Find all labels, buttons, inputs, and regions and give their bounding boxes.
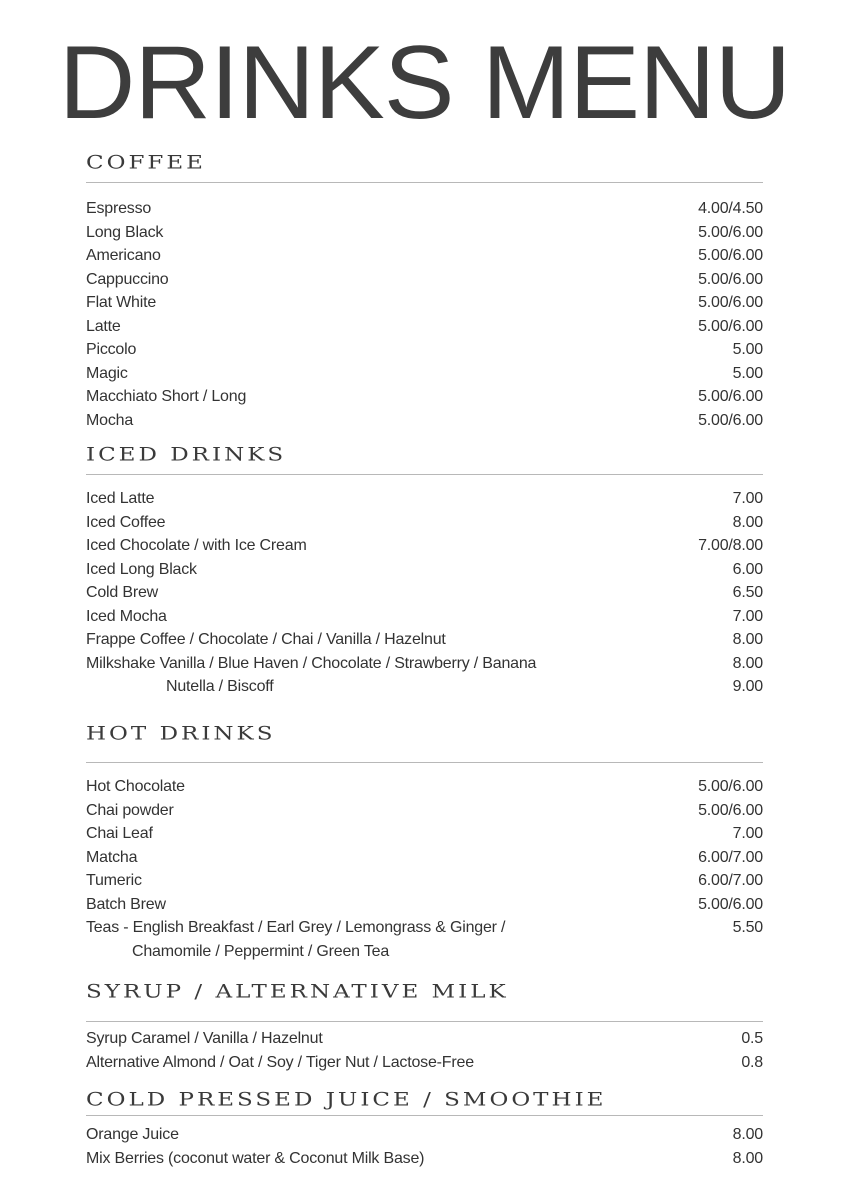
- item-name: Magic: [86, 364, 128, 382]
- divider: [86, 1115, 763, 1116]
- item-name: Cold Brew: [86, 584, 159, 601]
- item-price: 6.00: [732, 560, 763, 578]
- menu-item: [86, 846, 763, 870]
- item-name: Chamomile / Peppermint / Green Tea: [132, 942, 390, 960]
- section-heading: COLD PRESSED JUICE / SMOOTHIE: [86, 1089, 607, 1111]
- menu-item: [86, 511, 763, 535]
- item-name: Americano: [86, 247, 161, 264]
- item-name: Long Black: [86, 223, 164, 241]
- section-iced-drinks: [86, 444, 763, 699]
- item-name: Iced Latte: [86, 490, 155, 507]
- section-heading: ICED DRINKS: [86, 444, 287, 466]
- item-price: 5.00/6.00: [698, 895, 763, 913]
- section-syrup-alternative-milk: [86, 981, 763, 1074]
- item-name: Espresso: [86, 200, 152, 217]
- menu-item: [86, 315, 763, 339]
- menu-item: [86, 940, 763, 964]
- menu-item: [86, 628, 763, 652]
- item-price: 5.00/6.00: [698, 294, 763, 311]
- item-name: Hot Chocolate: [86, 778, 185, 795]
- item-price: 6.50: [732, 584, 763, 601]
- menu-item: [86, 652, 763, 676]
- item-name: Piccolo: [86, 341, 137, 358]
- menu-item: [86, 558, 763, 582]
- menu-item: [86, 822, 763, 846]
- menu-item: [86, 268, 763, 292]
- menu-item: [86, 893, 763, 917]
- item-price: 5.00: [732, 364, 763, 382]
- menu-item: [86, 605, 763, 629]
- menu-item: [86, 1123, 763, 1147]
- item-name: Alternative Almond / Oat / Soy / Tiger Nut / Lactose-Free: [86, 1053, 474, 1071]
- menu-item: [86, 385, 763, 409]
- item-price: 5.00/6.00: [698, 247, 763, 264]
- item-price: 6.00/7.00: [698, 848, 763, 866]
- item-price: 8.00: [732, 654, 763, 672]
- menu-item: [86, 775, 763, 799]
- item-price: 7.00: [732, 607, 763, 625]
- item-price: 0.8: [741, 1053, 763, 1071]
- item-name: Iced Chocolate / with Ice Cream: [86, 537, 307, 554]
- item-price: 7.00/8.00: [698, 537, 763, 554]
- divider: [86, 474, 763, 475]
- item-name: Chai Leaf: [86, 825, 153, 842]
- item-name: Cappuccino: [86, 270, 169, 288]
- menu-item: [86, 291, 763, 315]
- menu-item: [86, 581, 763, 605]
- item-name: Iced Mocha: [86, 607, 167, 625]
- menu-item: [86, 1147, 763, 1171]
- item-price: 8.00: [732, 1126, 763, 1143]
- menu-item: [86, 869, 763, 893]
- menu-item: [86, 244, 763, 268]
- item-price: 5.00/6.00: [698, 317, 763, 335]
- item-name: Flat White: [86, 294, 157, 311]
- item-name: Milkshake Vanilla / Blue Haven / Chocolate / Strawberry / Banana: [86, 654, 537, 672]
- item-price: 9.00: [732, 678, 763, 695]
- section-heading: HOT DRINKS: [86, 723, 276, 745]
- item-price: 7.00: [732, 490, 763, 507]
- menu-item: [86, 799, 763, 823]
- menu-item: [86, 1051, 763, 1075]
- item-name: Latte: [86, 317, 121, 335]
- section-hot-drinks: [86, 723, 763, 963]
- menu-item: [86, 338, 763, 362]
- menu-item: [86, 534, 763, 558]
- menu-item: [86, 221, 763, 245]
- item-name: Batch Brew: [86, 895, 166, 913]
- item-name: Teas - English Breakfast / Earl Grey / Lemongrass & Ginger /: [86, 919, 506, 936]
- item-name: Syrup Caramel / Vanilla / Hazelnut: [86, 1030, 323, 1047]
- divider: [86, 182, 763, 183]
- item-name: Nutella / Biscoff: [166, 678, 274, 695]
- section-cold-pressed-juice-smoothie: [86, 1089, 763, 1170]
- item-price: 6.00/7.00: [698, 872, 763, 889]
- section-coffee: [86, 152, 763, 432]
- item-name: Macchiato Short / Long: [86, 388, 247, 405]
- menu-item: [86, 487, 763, 511]
- item-price: 5.00/6.00: [698, 270, 763, 288]
- item-name: Mix Berries (coconut water & Coconut Milk Base): [86, 1149, 425, 1167]
- menu-item: [86, 1027, 763, 1051]
- page-title: DRINKS MENU: [58, 25, 791, 141]
- item-price: 8.00: [732, 631, 763, 648]
- item-price: 0.5: [741, 1030, 763, 1047]
- section-heading: COFFEE: [86, 152, 206, 174]
- item-name: Mocha: [86, 411, 134, 429]
- item-price: 7.00: [732, 825, 763, 842]
- item-price: 5.00/6.00: [698, 223, 763, 241]
- item-price: 4.00/4.50: [698, 200, 763, 217]
- item-name: Frappe Coffee / Chocolate / Chai / Vanilla / Hazelnut: [86, 631, 446, 648]
- divider: [86, 1021, 763, 1022]
- section-heading: SYRUP / ALTERNATIVE MILK: [86, 981, 509, 1003]
- item-name: Iced Coffee: [86, 513, 166, 531]
- item-price: 5.00/6.00: [698, 778, 763, 795]
- menu-item: [86, 916, 763, 940]
- item-name: Chai powder: [86, 801, 174, 819]
- menu-item: [86, 197, 763, 221]
- menu-item: [86, 409, 763, 433]
- item-price: 5.50: [732, 919, 763, 936]
- item-name: Matcha: [86, 848, 138, 866]
- item-price: 5.00/6.00: [698, 801, 763, 819]
- menu-item: [86, 675, 763, 699]
- item-price: 5.00: [732, 341, 763, 358]
- item-price: 8.00: [732, 513, 763, 531]
- item-name: Tumeric: [86, 872, 142, 889]
- item-name: Iced Long Black: [86, 560, 197, 578]
- item-price: 5.00/6.00: [698, 388, 763, 405]
- item-name: Orange Juice: [86, 1126, 179, 1143]
- item-price: 8.00: [732, 1149, 763, 1167]
- menu-item: [86, 362, 763, 386]
- divider: [86, 762, 763, 763]
- item-price: 5.00/6.00: [698, 411, 763, 429]
